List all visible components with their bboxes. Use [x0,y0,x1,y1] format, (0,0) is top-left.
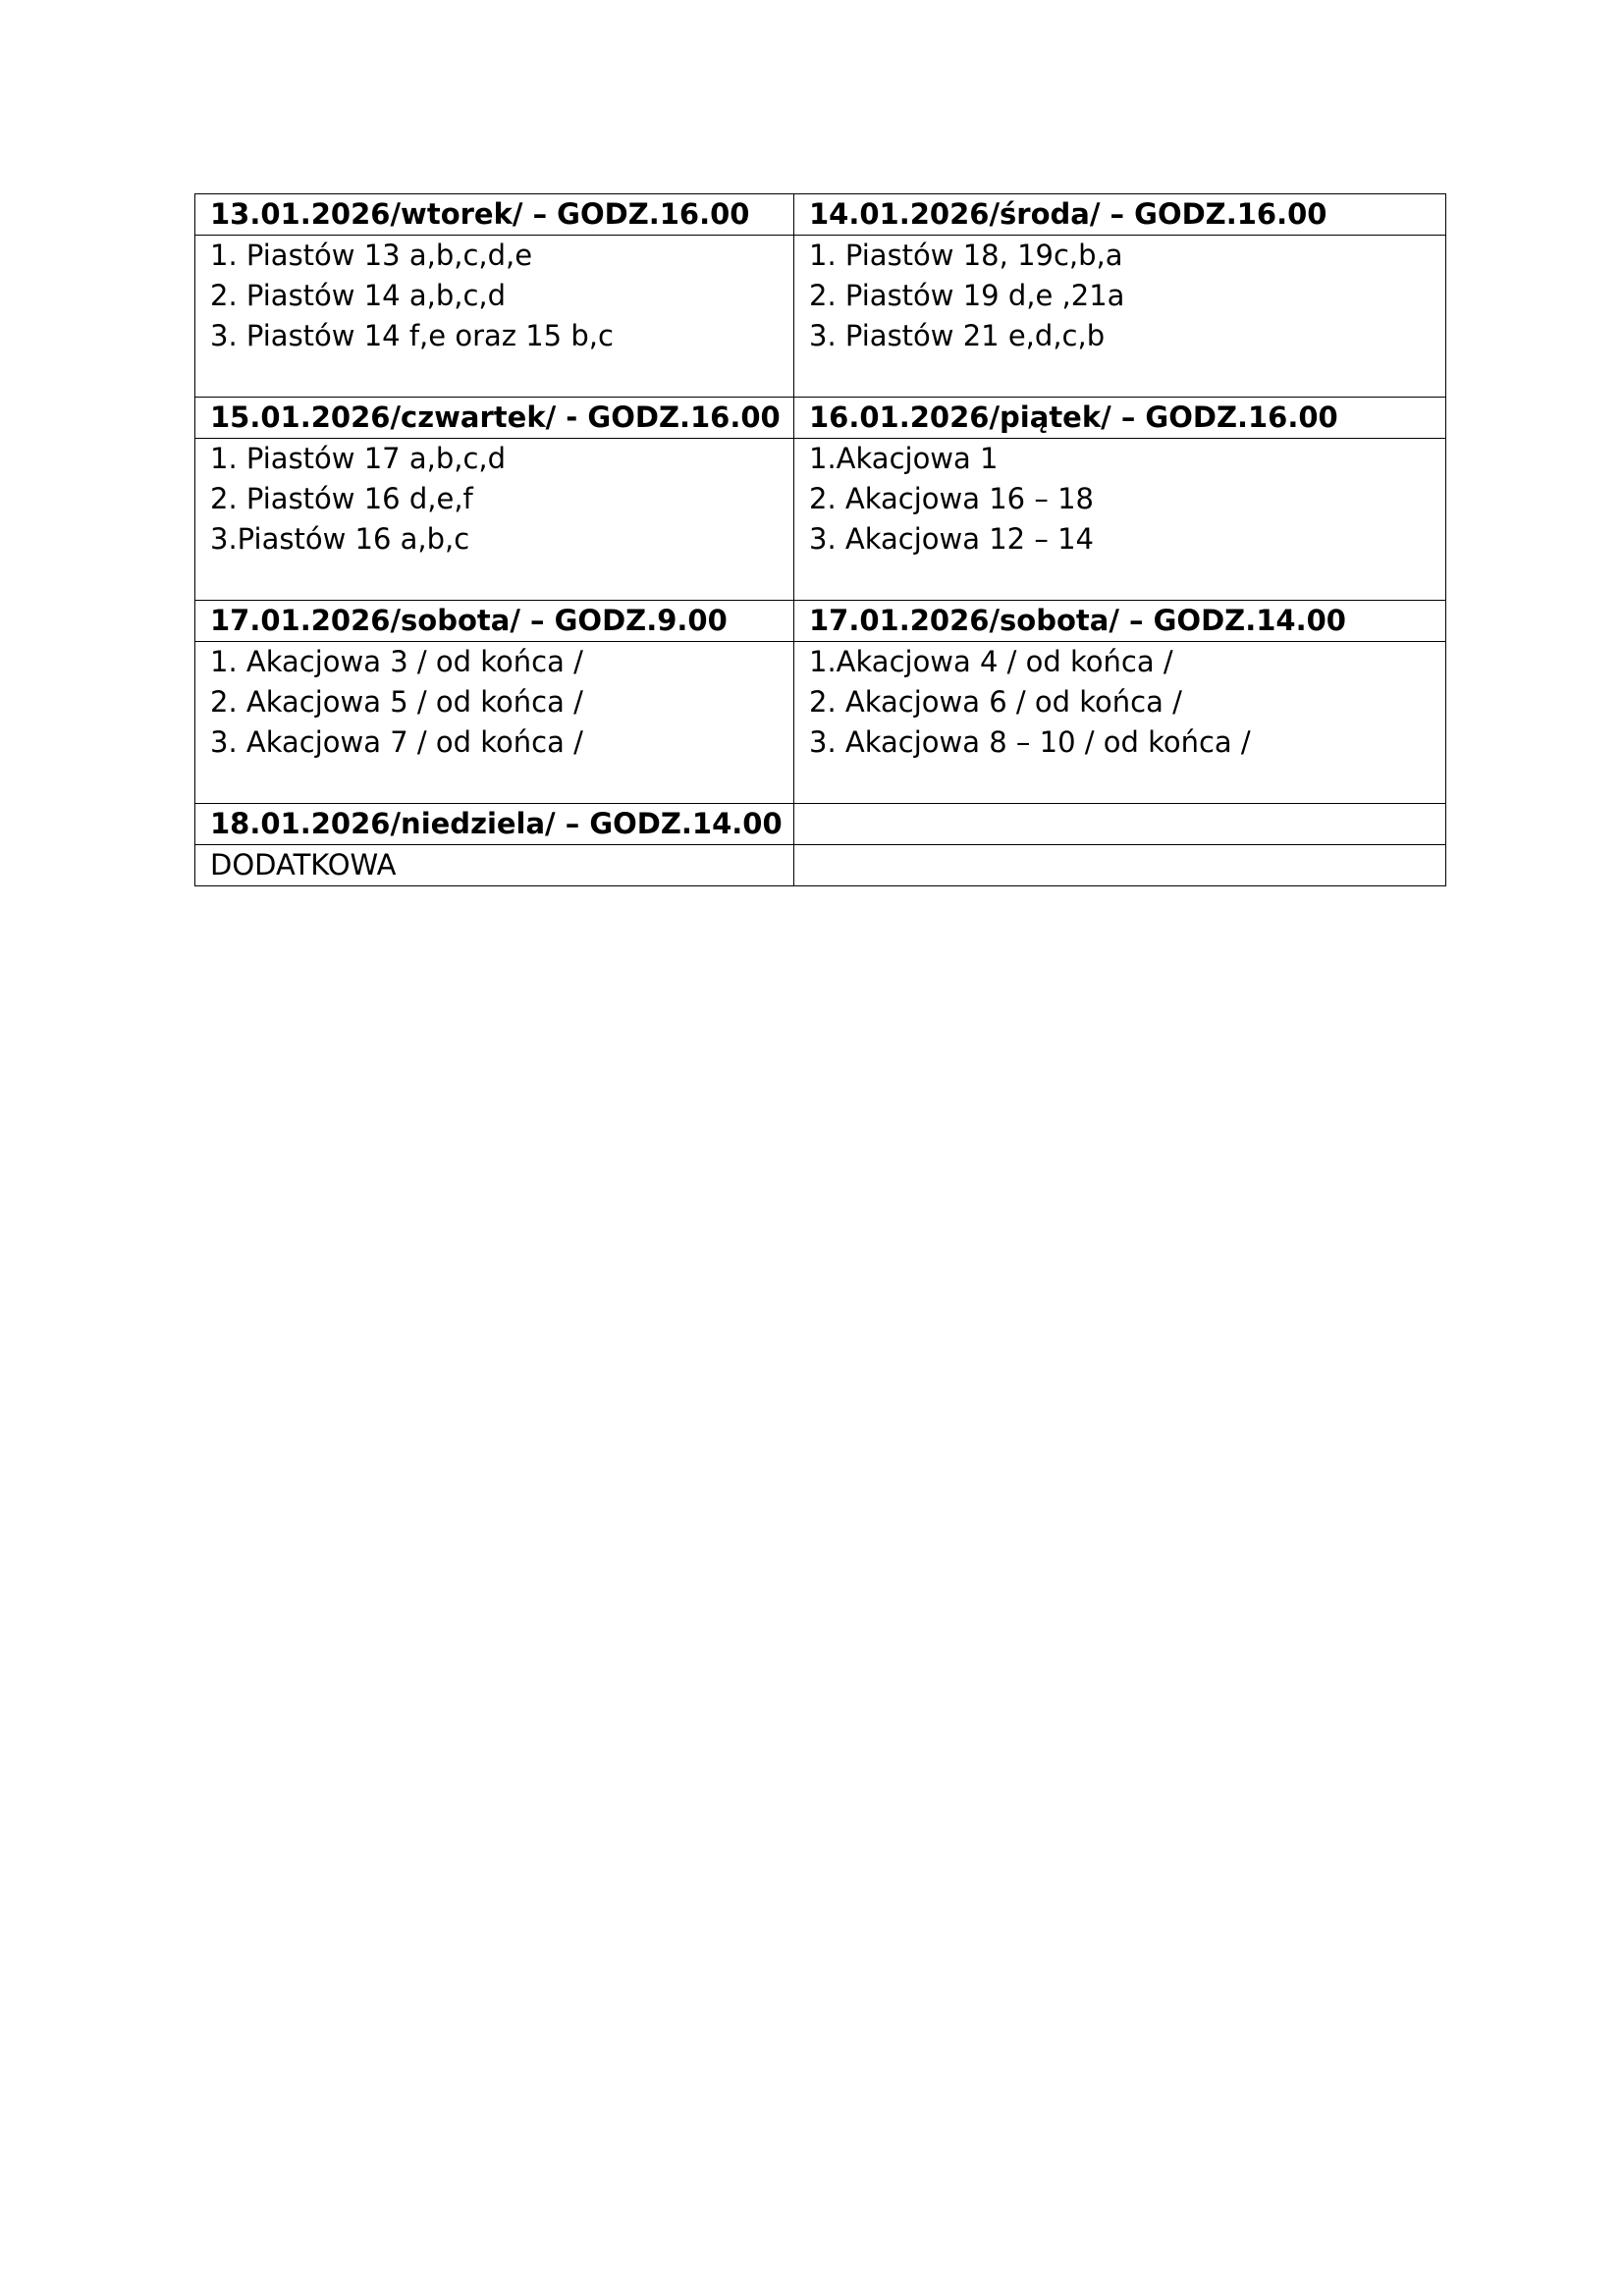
address-list [195,439,794,601]
list-item: 1.Akacjowa 1 [809,442,999,475]
schedule-body-row [195,439,1446,601]
list-item: 3. Piastów 21 e,d,c,b [809,319,1106,352]
address-list [794,236,1446,398]
list-item: 1. Piastów 18, 19c,b,a [809,239,1123,272]
schedule-header-row [195,601,1446,642]
day-header: 14.01.2026/środa/ – GODZ.16.00 [794,194,1446,236]
schedule-header-row [195,804,1446,845]
list-item: 1. Akacjowa 3 / od końca / [210,645,583,678]
schedule-header-row [195,194,1446,236]
schedule-header-row [195,398,1446,439]
list-item: 2. Akacjowa 5 / od końca / [210,685,583,719]
schedule-body-row [195,642,1446,804]
list-item: 2. Piastów 16 d,e,f [210,482,473,515]
schedule-body-row [195,236,1446,398]
list-item: 1. Piastów 13 a,b,c,d,e [210,239,533,272]
address-list [794,439,1446,601]
extra-note: DODATKOWA [195,845,794,886]
list-item: 2. Piastów 14 a,b,c,d [210,279,507,312]
list-item: 1.Akacjowa 4 / od końca / [809,645,1173,678]
list-item: 1. Piastów 17 a,b,c,d [210,442,507,475]
day-header: 15.01.2026/czwartek/ - GODZ.16.00 [195,398,794,439]
empty-cell [794,804,1446,845]
list-item: 3.Piastów 16 a,b,c [210,522,470,556]
list-item: 3. Akacjowa 12 – 14 [809,522,1094,556]
day-header: 17.01.2026/sobota/ – GODZ.14.00 [794,601,1446,642]
day-header: 13.01.2026/wtorek/ – GODZ.16.00 [195,194,794,236]
list-item: 3. Piastów 14 f,e oraz 15 b,c [210,319,614,352]
list-item: 3. Akacjowa 7 / od końca / [210,725,583,759]
address-list [195,642,794,804]
day-header: 17.01.2026/sobota/ – GODZ.9.00 [195,601,794,642]
address-list [794,642,1446,804]
day-header: 18.01.2026/niedziela/ – GODZ.14.00 [195,804,794,845]
list-item: 2. Akacjowa 6 / od końca / [809,685,1182,719]
list-item: 2. Piastów 19 d,e ,21a [809,279,1125,312]
day-header: 16.01.2026/piątek/ – GODZ.16.00 [794,398,1446,439]
list-item: 3. Akacjowa 8 – 10 / od końca / [809,725,1251,759]
schedule-table [194,193,1446,886]
list-item: 2. Akacjowa 16 – 18 [809,482,1094,515]
empty-cell [794,845,1446,886]
address-list [195,236,794,398]
schedule-body-row [195,845,1446,886]
